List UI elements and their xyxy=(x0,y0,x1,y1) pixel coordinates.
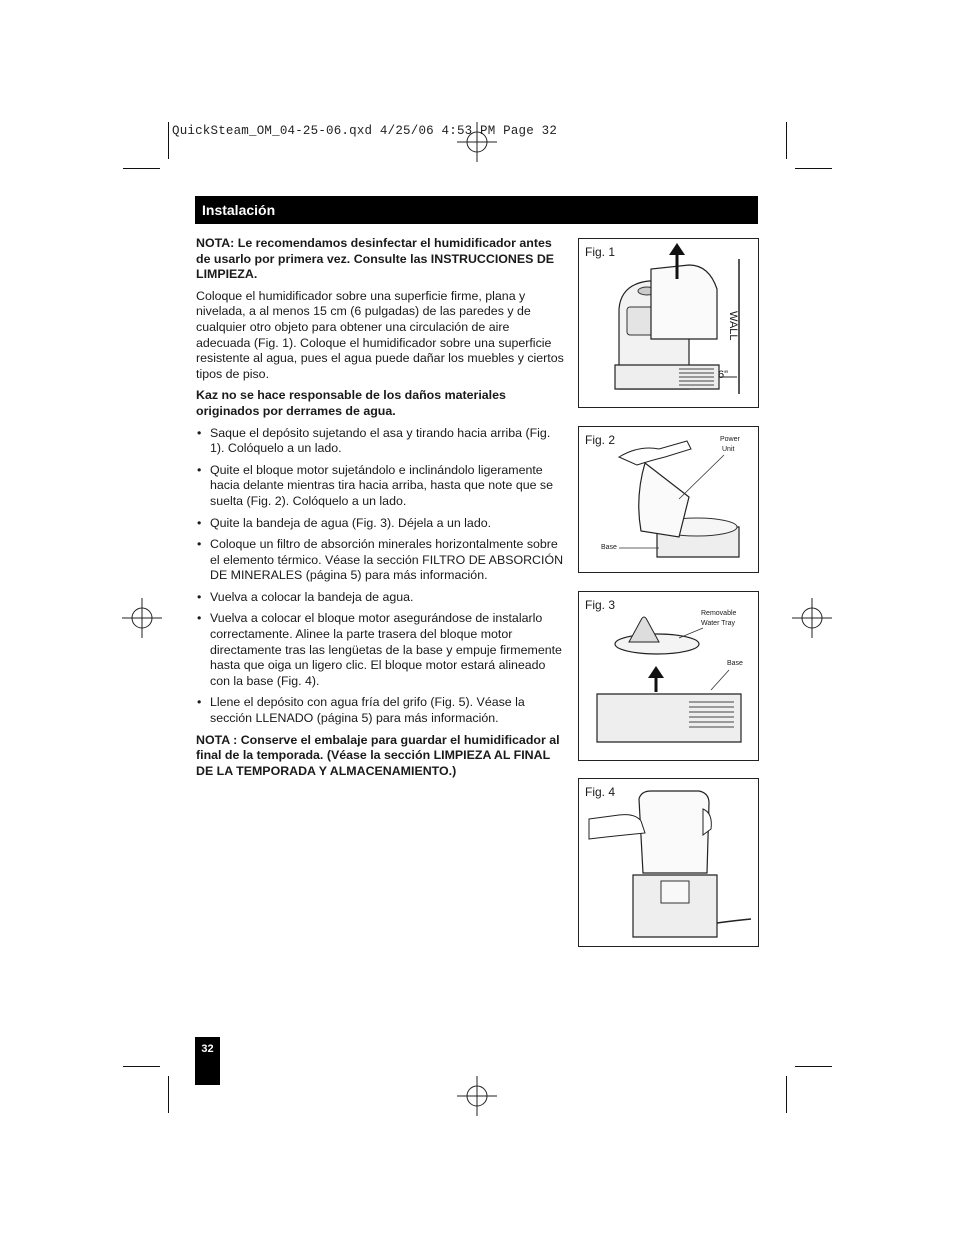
crop-mark xyxy=(168,1076,169,1113)
list-item: • Vuelva a colocar la bandeja de agua. xyxy=(196,590,564,606)
registration-mark-icon xyxy=(457,1076,497,1116)
power-unit-label: Unit xyxy=(722,446,735,453)
figure-3 xyxy=(578,591,759,761)
list-item: • Saque el depósito sujetando el asa y tirando hacia arriba (Fig. 1). Colóquelo a un lado. xyxy=(196,426,564,457)
note-top: NOTA: Le recomendamos desinfectar el humidificador antes de usarlo por primera vez. Consulte las INSTRUCCIONES DE LIMPIEZA. xyxy=(196,236,555,282)
figure-label: Fig. 4 xyxy=(585,785,616,799)
crop-mark xyxy=(123,1066,160,1067)
note-bottom: NOTA : Conserve el embalaje para guardar el humidificador al final de la temporada. (Véase la sección LIMPIEZA AL FINAL DE LA TEMPORADA Y ALMACENAMIENTO.) xyxy=(196,732,560,778)
registration-mark-icon xyxy=(792,598,832,638)
power-unit-label: Power xyxy=(720,436,740,443)
section-title: Instalación xyxy=(202,202,276,218)
figure-4 xyxy=(578,778,759,947)
steps-list xyxy=(196,426,564,727)
crop-mark xyxy=(786,122,787,159)
list-item: • Quite el bloque motor sujetándolo e inclinándolo ligeramente hacia delante mientras tira hacia arriba, hasta que note que se suelta (Fig. 2). Colóquelo a un lado. xyxy=(196,463,564,510)
list-item: • Vuelva a colocar el bloque motor asegurándose de instalarlo correctamente. Alinee la parte trasera del bloque motor directamente tras las lengüetas de la base y empuje firmemente hasta que oiga un ligero clic. El bloque motor estará alineado con la base (Fig. 4). xyxy=(196,611,564,689)
base-label: Base xyxy=(601,544,617,551)
tray-label: Removable xyxy=(701,610,737,617)
figure-label: Fig. 3 xyxy=(585,598,616,612)
distance-label: 6" xyxy=(718,369,729,381)
power-unit-reinstall-illustration xyxy=(579,779,758,946)
crop-mark xyxy=(168,122,169,159)
placement-paragraph: Coloque el humidificador sobre una superficie firme, plana y nivelada, a al menos 15 cm (6 pulgadas) de las paredes y de cualquier otro objeto para obtener una circulación de aire adecuada (Fig. 1). Coloque el humidificador sobre una superficie resistente al agua, pues el agua puede dañar los muebles y ciertos tipos de piso. xyxy=(196,288,564,381)
figure-label: Fig. 2 xyxy=(585,433,616,447)
list-item: • Llene el depósito con agua fría del grifo (Fig. 5). Véase la sección LLENADO (página 5) para más información. xyxy=(196,695,564,726)
list-item: • Coloque un filtro de absorción minerales horizontalmente sobre el elemento térmico. Véase la sección FILTRO DE ABSORCIÓN DE MINERALES (página 5) para más información. xyxy=(196,537,564,584)
page-number-tab xyxy=(195,1037,220,1085)
page-number: 32 xyxy=(201,1043,214,1055)
figure-1 xyxy=(578,238,759,408)
water-tray-removal-illustration xyxy=(579,592,758,760)
tray-label: Water Tray xyxy=(701,620,735,627)
crop-mark xyxy=(795,168,832,169)
crop-mark xyxy=(786,1076,787,1113)
figure-2 xyxy=(578,426,759,573)
list-item: • Quite la bandeja de agua (Fig. 3). Déjela a un lado. xyxy=(196,516,564,532)
instructions-body xyxy=(196,236,564,785)
crop-mark xyxy=(123,168,160,169)
section-header xyxy=(195,196,758,224)
liability-warning: Kaz no se hace responsable de los daños materiales originados por derrames de agua. xyxy=(196,388,506,418)
print-slug: QuickSteam_OM_04-25-06.qxd 4/25/06 4:53 PM Page 32 xyxy=(172,124,558,138)
crop-mark xyxy=(795,1066,832,1067)
base-label: Base xyxy=(727,660,743,667)
figure-label: Fig. 1 xyxy=(585,245,616,259)
registration-mark-icon xyxy=(122,598,162,638)
registration-mark-icon xyxy=(457,122,497,162)
wall-label: WALL xyxy=(727,311,739,341)
